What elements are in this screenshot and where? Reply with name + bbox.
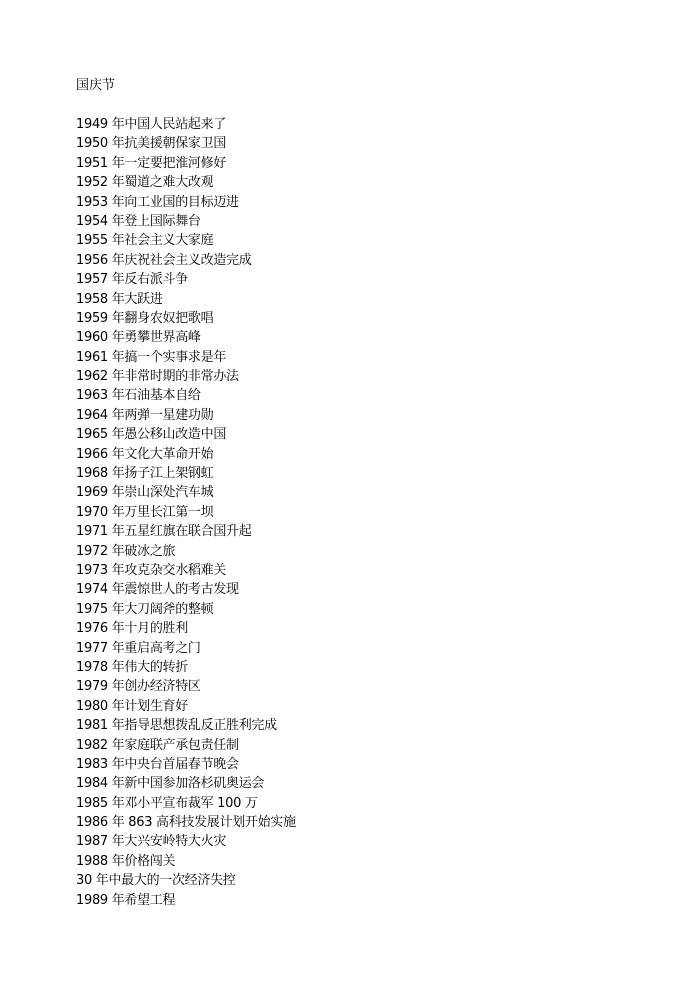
year-entry: 1980 年计划生育好 [76, 698, 188, 714]
year-entry: 1963 年石油基本自给 [76, 388, 201, 404]
year-entry: 1975 年大刀阔斧的整顿 [76, 601, 214, 617]
year-entry: 1951 年一定要把淮河修好 [76, 155, 227, 171]
year-entry: 1950 年抗美援朝保家卫国 [76, 136, 227, 152]
year-entry: 1982 年家庭联产承包责任制 [76, 737, 239, 753]
year-entry: 1970 年万里长江第一坝 [76, 504, 214, 520]
year-entry: 1954 年登上国际舞台 [76, 213, 201, 229]
year-entry: 1959 年翻身农奴把歌唱 [76, 310, 214, 326]
year-entry-list [76, 115, 296, 910]
year-entry: 1972 年破冰之旅 [76, 543, 176, 559]
year-entry: 1964 年两弹一星建功勋 [76, 407, 214, 423]
year-entry: 1976 年十月的胜利 [76, 621, 188, 637]
year-entry: 1989 年希望工程 [76, 892, 176, 908]
year-entry: 1978 年伟大的转折 [76, 659, 188, 675]
year-entry: 1957 年反右派斗争 [76, 272, 188, 288]
year-entry: 1968 年扬子江上架钢虹 [76, 466, 214, 482]
year-entry: 1949 年中国人民站起来了 [76, 117, 227, 132]
year-entry: 1986 年 863 高科技发展计划开始实施 [76, 815, 296, 831]
year-entry: 1952 年蜀道之难大改观 [76, 175, 214, 191]
year-entry: 1956 年庆祝社会主义改造完成 [76, 252, 252, 268]
year-entry: 1955 年社会主义大家庭 [76, 233, 214, 249]
year-entry: 1965 年愚公移山改造中国 [76, 427, 227, 443]
year-entry: 1962 年非常时期的非常办法 [76, 369, 239, 385]
year-entry: 1988 年价格闯关 [76, 853, 176, 869]
year-entry: 1979 年创办经济特区 [76, 679, 201, 695]
year-entry: 1985 年邓小平宣布裁军 100 万 [76, 795, 258, 811]
year-entry: 1984 年新中国参加洛杉矶奥运会 [76, 776, 265, 792]
year-entry: 1973 年攻克杂交水稻难关 [76, 562, 227, 578]
year-entry: 1953 年向工业国的目标迈进 [76, 194, 239, 210]
year-entry: 1974 年震惊世人的考古发现 [76, 582, 239, 598]
year-entry: 1960 年勇攀世界高峰 [76, 330, 201, 346]
year-entry: 1983 年中央台首届春节晚会 [76, 756, 239, 772]
year-entry: 1966 年文化大革命开始 [76, 446, 214, 462]
year-entry: 1981 年指导思想拨乱反正胜利完成 [76, 718, 277, 734]
year-entry: 1958 年大跃进 [76, 291, 163, 307]
year-entry: 1977 年重启高考之门 [76, 640, 201, 656]
year-entry: 1987 年大兴安岭特大火灾 [76, 834, 227, 850]
year-entry: 1961 年搞一个实事求是年 [76, 349, 227, 365]
document-title: 国庆节 [76, 78, 116, 93]
year-entry: 1971 年五星红旗在联合国升起 [76, 524, 252, 540]
year-entry: 30 年中最大的一次经济失控 [76, 873, 236, 889]
year-entry: 1969 年崇山深处汽车城 [76, 485, 214, 501]
